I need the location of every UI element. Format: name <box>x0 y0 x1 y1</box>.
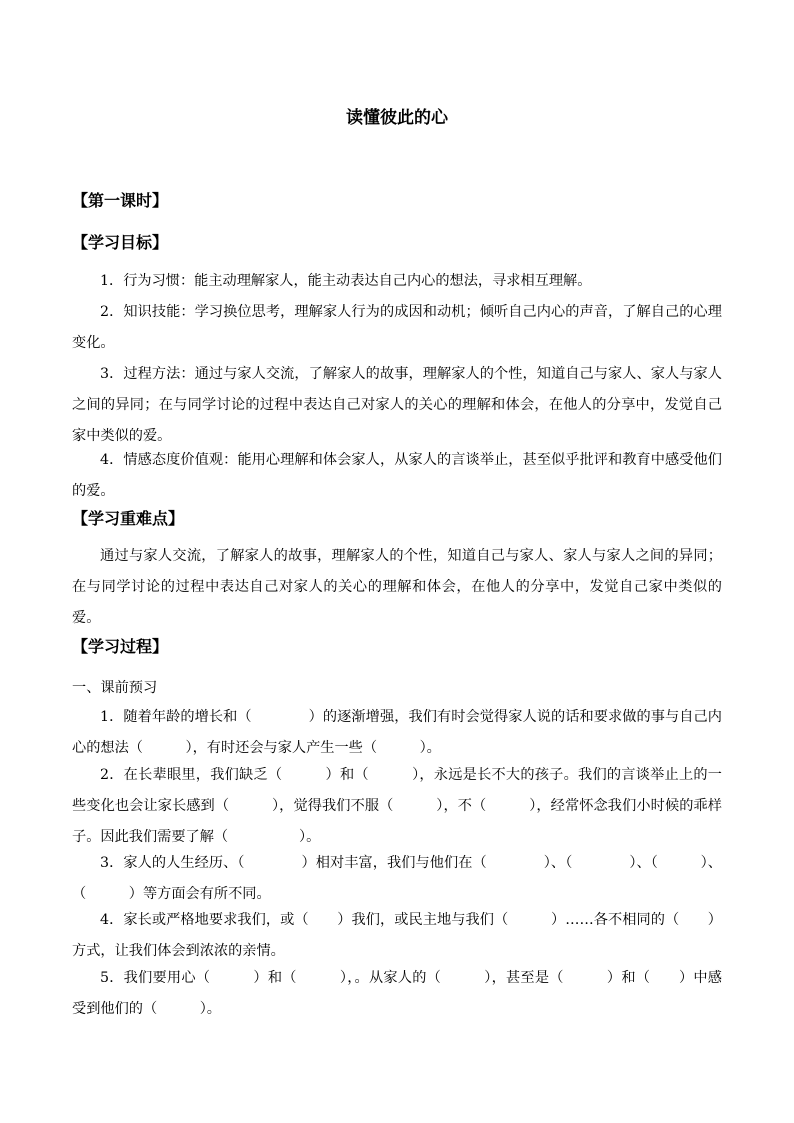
goal-item: 3．过程方法：通过与家人交流，了解家人的故事，理解家人的个性，知道自己与家人、家人与家人之间的异同；在与同学讨论的过程中表达自己对家人的关心的理解和体会，在他人的分享中，发觉自己家中类似的爱。 <box>72 366 722 445</box>
goal-item: 1．行为习惯：能主动理解家人，能主动表达自己内心的想法，寻求相互理解。 <box>100 273 592 289</box>
preview-item: 4．家长或严格地要求我们，或（ ）我们，或民主地与我们（ ）……各不相同的（ ）方式，让我们体会到浓浓的亲情。 <box>72 912 722 960</box>
preview-item: 3．家人的人生经历、（ ）相对丰富，我们与他们在（ ）、（ ）、（ ）、（ ）等方面会有所不同。 <box>72 855 722 903</box>
goal-item: 4．情感态度价值观：能用心理解和体会家人，从家人的言谈举止，甚至似乎批评和教育中感受他们的爱。 <box>72 452 722 500</box>
goals-heading: 【学习目标】 <box>72 233 169 252</box>
key-points-heading: 【学习重难点】 <box>72 509 185 528</box>
section-one-title: 一、课前预习 <box>72 680 158 696</box>
goal-item: 2．知识技能：学习换位思考，理解家人行为的成因和动机；倾听自己内心的声音，了解自己的心理变化。 <box>72 304 722 352</box>
preview-item: 1．随着年龄的增长和（ ）的逐渐增强，我们有时会觉得家人说的话和要求做的事与自己内心的想法（ ），有时还会与家人产生一些（ ）。 <box>72 709 722 757</box>
key-points-text: 通过与家人交流，了解家人的故事，理解家人的个性，知道自己与家人、家人与家人之间的异同；在与同学讨论的过程中表达自己对家人的关心的理解和体会，在他人的分享中，发觉自己家中类似的爱。 <box>72 548 722 627</box>
process-heading: 【学习过程】 <box>72 637 169 656</box>
preview-item: 2．在长辈眼里，我们缺乏（ ）和（ ），永远是长不大的孩子。我们的言谈举止上的一些变化也会让家长感到（ ），觉得我们不服（ ），不（ ），经常怀念我们小时候的乖样子。因此我们需要了解（ ）。 <box>72 767 722 846</box>
document-title: 读懂彼此的心 <box>346 108 448 128</box>
preview-item: 5．我们要用心（ ）和（ ），。从家人的（ ），甚至是（ ）和（ ）中感受到他们的（ ）。 <box>72 970 722 1018</box>
lesson-heading: 【第一课时】 <box>72 191 169 210</box>
